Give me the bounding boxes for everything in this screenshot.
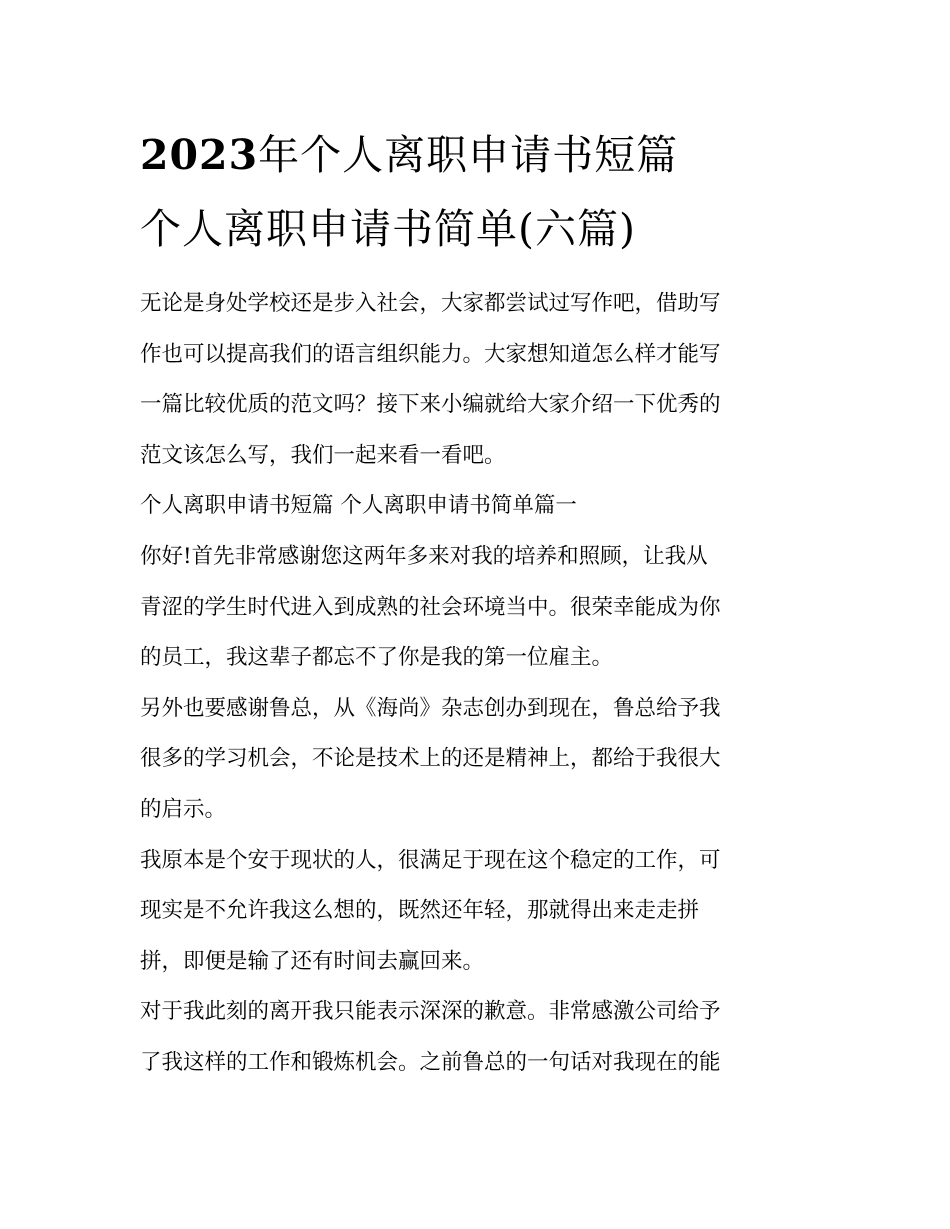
text-line: 另外也要感谢鲁总，从《海尚》杂志创办到现在，鲁总给予我 [140, 695, 721, 721]
document-title [140, 118, 830, 266]
text-line: 很多的学习机会，不论是技术上的还是精神上，都给于我很大 [140, 746, 721, 772]
text-line: 现实是不允许我这么想的，既然还年轻，那就得出来走走拼 [140, 898, 700, 924]
title-line-1-text: 年个人离职申请书短篇 [258, 131, 679, 179]
paragraph-greeting [140, 532, 820, 684]
document-body [140, 279, 820, 1089]
paragraph-intro [140, 279, 820, 481]
text-line: 青涩的学生时代进入到成熟的社会环境当中。很荣幸能成为你 [140, 594, 721, 620]
title-line-2: 个人离职申请书简单(六篇) [140, 205, 636, 253]
text-line: 对于我此刻的离开我只能表示深深的歉意。非常感激公司给予 [140, 999, 721, 1025]
text-line: 范文该怎么写，我们一起来看一看吧。 [140, 442, 506, 468]
text-line: 无论是身处学校还是步入社会，大家都尝试过写作吧，借助写 [140, 291, 721, 316]
paragraph-apology [140, 987, 820, 1088]
text-line: 我原本是个安于现状的人，很满足于现在这个稳定的工作，可 [140, 847, 721, 873]
paragraph-thanks [140, 684, 820, 836]
text-line: 了我这样的工作和锻炼机会。之前鲁总的一句话对我现在的能 [140, 1049, 721, 1075]
paragraph-reason [140, 836, 820, 988]
text-line: 的员工，我这辈子都忘不了你是我的第一位雇主。 [140, 645, 614, 671]
title-line-1 [140, 118, 830, 192]
text-line: 一篇比较优质的范文吗？接下来小编就给大家介绍一下优秀的 [140, 392, 721, 418]
title-year: 2023 [140, 131, 259, 179]
section-heading [140, 481, 820, 532]
text-line: 拼，即便是输了还有时间去赢回来。 [140, 948, 485, 974]
text-line: 作也可以提高我们的语言组织能力。大家想知道怎么样才能写 [140, 341, 721, 367]
text-line: 你好!首先非常感谢您这两年多来对我的培养和照顾，让我从 [140, 543, 708, 569]
text-line: 个人离职申请书短篇 个人离职申请书简单篇一 [140, 493, 577, 519]
text-line: 的启示。 [140, 796, 227, 822]
